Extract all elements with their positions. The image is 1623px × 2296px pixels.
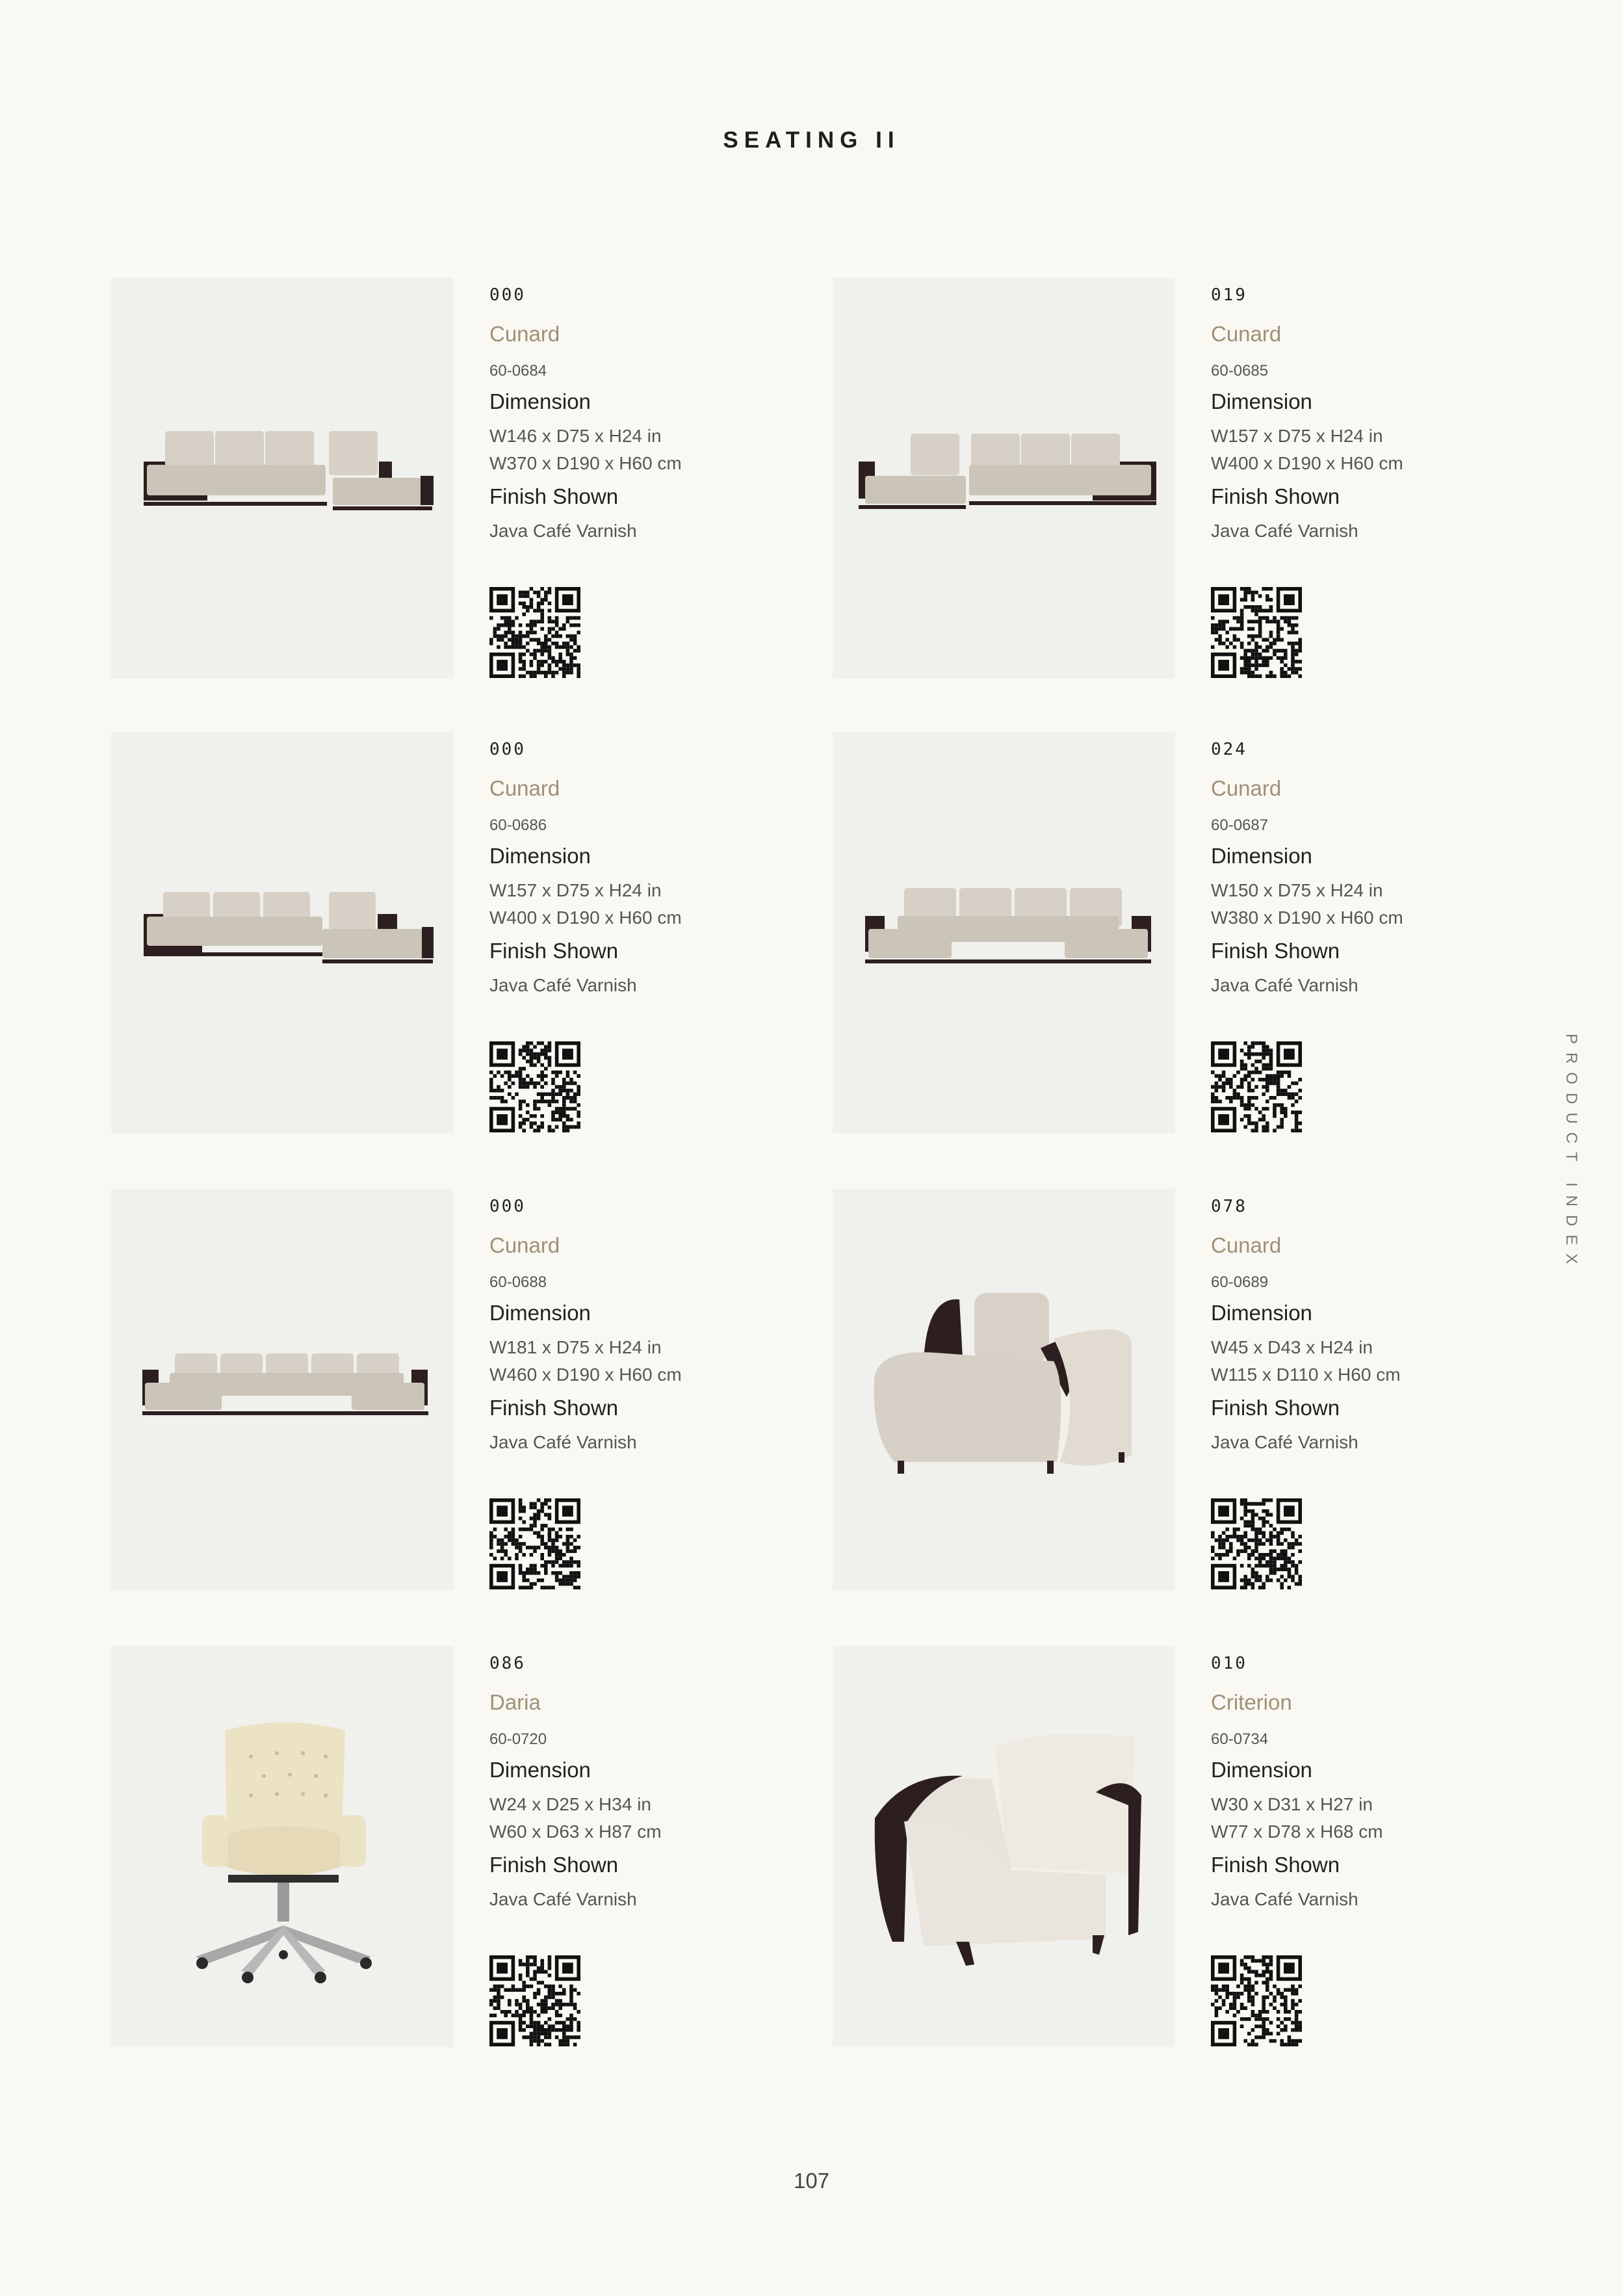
product-sku: 60-0686 — [489, 816, 547, 834]
sofa-base — [865, 959, 1151, 963]
qr-code-icon[interactable] — [489, 1041, 580, 1132]
product-card[interactable] — [111, 278, 826, 681]
finish-value: Java Café Varnish — [489, 1889, 637, 1909]
dimension-inches: W45 x D43 x H24 in — [1211, 1337, 1373, 1357]
dimension-inches: W181 x D75 x H24 in — [489, 1337, 662, 1357]
sofa-base — [322, 959, 433, 963]
sofa-base — [859, 505, 966, 509]
qr-code-icon[interactable] — [489, 587, 580, 678]
product-code: 010 — [1211, 1654, 1247, 1673]
sofa-base — [144, 952, 322, 956]
qr-code-icon[interactable] — [1211, 1041, 1302, 1132]
qr-code-icon[interactable] — [1211, 1955, 1302, 2046]
u-shaped-sofa-image — [833, 732, 1175, 1133]
product-card[interactable] — [833, 278, 1548, 681]
sofa-chaise — [333, 478, 432, 505]
finish-label: Finish Shown — [1211, 1396, 1340, 1420]
sectional-sofa-right-chaise-image — [111, 732, 454, 1133]
product-code: 000 — [489, 285, 526, 305]
chair-side-panel — [1054, 1329, 1132, 1465]
dimension-cm: W115 x D110 x H60 cm — [1211, 1364, 1401, 1385]
product-sku: 60-0734 — [1211, 1730, 1269, 1748]
chair-leg — [1119, 1452, 1124, 1463]
side-label: PRODUCT INDEX — [1563, 1034, 1580, 1273]
dimension-cm: W77 x D78 x H68 cm — [1211, 1821, 1383, 1842]
tufted-office-chair-image — [111, 1646, 454, 2047]
product-photo — [833, 1189, 1175, 1590]
finish-value: Java Café Varnish — [489, 1432, 637, 1452]
product-card[interactable] — [111, 732, 826, 1135]
dimension-cm: W400 x D190 x H60 cm — [1211, 453, 1403, 473]
finish-value: Java Café Varnish — [1211, 975, 1358, 995]
product-sku: 60-0689 — [1211, 1273, 1269, 1291]
product-code: 000 — [489, 1197, 526, 1216]
finish-label: Finish Shown — [1211, 939, 1340, 963]
finish-label: Finish Shown — [489, 1396, 619, 1420]
product-sku: 60-0687 — [1211, 816, 1269, 834]
dimension-cm: W370 x D190 x H60 cm — [489, 453, 682, 473]
sofa-seat — [969, 465, 1151, 495]
chair-back — [995, 1734, 1135, 1873]
chair-leg — [1093, 1935, 1104, 1955]
finish-label: Finish Shown — [489, 939, 619, 963]
chair-mechanism — [228, 1875, 339, 1883]
dimension-label: Dimension — [1211, 1301, 1312, 1325]
sofa-seat — [147, 465, 326, 495]
chair-seat — [209, 1826, 358, 1875]
dimension-inches: W146 x D75 x H24 in — [489, 426, 662, 446]
finish-label: Finish Shown — [489, 1853, 619, 1877]
lounge-armchair-image — [833, 1189, 1175, 1590]
product-name[interactable]: Cunard — [1211, 322, 1282, 346]
product-name[interactable]: Cunard — [1211, 776, 1282, 800]
dimension-cm: W400 x D190 x H60 cm — [489, 907, 682, 928]
product-code: 086 — [489, 1654, 526, 1673]
product-sku: 60-0685 — [1211, 362, 1269, 380]
chair-leg — [898, 1461, 904, 1474]
finish-label: Finish Shown — [1211, 484, 1340, 508]
dimension-label: Dimension — [1211, 389, 1312, 413]
qr-code-icon[interactable] — [489, 1498, 580, 1589]
chair-arm-pad — [340, 1815, 366, 1867]
chair-gas-lift — [278, 1883, 289, 1922]
sofa-back-cushion — [911, 434, 959, 475]
finish-value: Java Café Varnish — [1211, 521, 1358, 541]
finish-value: Java Café Varnish — [1211, 1432, 1358, 1452]
product-name[interactable]: Cunard — [489, 322, 560, 346]
sofa-arm — [422, 927, 434, 958]
product-photo — [111, 278, 454, 679]
long-u-shaped-sofa-image — [111, 1189, 454, 1590]
product-code: 019 — [1211, 285, 1247, 305]
sofa-chaise — [865, 476, 966, 504]
sofa-base — [969, 501, 1156, 505]
product-card[interactable] — [833, 1646, 1548, 2049]
product-sku: 60-0684 — [489, 362, 547, 380]
sofa-chaise — [322, 929, 433, 958]
product-card[interactable] — [111, 1646, 826, 2049]
chair-back-cushion — [974, 1293, 1049, 1361]
product-sku: 60-0688 — [489, 1273, 547, 1291]
product-name[interactable]: Cunard — [489, 776, 560, 800]
chair-leg — [956, 1942, 974, 1966]
dimension-label: Dimension — [489, 1301, 591, 1325]
sofa-chaise — [352, 1383, 424, 1410]
dimension-inches: W157 x D75 x H24 in — [1211, 426, 1383, 446]
club-armchair-image — [833, 1646, 1175, 2047]
chair-tufted-back — [225, 1723, 345, 1840]
product-name[interactable]: Criterion — [1211, 1690, 1292, 1714]
dimension-cm: W380 x D190 x H60 cm — [1211, 907, 1403, 928]
sofa-base — [333, 506, 432, 510]
dimension-inches: W30 x D31 x H27 in — [1211, 1794, 1373, 1814]
product-photo — [111, 732, 454, 1133]
finish-label: Finish Shown — [1211, 1853, 1340, 1877]
product-photo — [833, 1646, 1175, 2047]
sofa-arm — [421, 476, 434, 505]
qr-code-icon[interactable] — [489, 1955, 580, 2046]
dimension-inches: W150 x D75 x H24 in — [1211, 880, 1383, 900]
sofa-chaise — [1065, 929, 1148, 958]
chair-body — [874, 1352, 1061, 1462]
dimension-label: Dimension — [1211, 1758, 1312, 1782]
sectional-sofa-left-chaise-image — [833, 278, 1175, 679]
product-code: 078 — [1211, 1197, 1247, 1216]
product-photo — [833, 732, 1175, 1133]
sofa-seat — [147, 917, 322, 946]
product-card[interactable] — [833, 732, 1548, 1135]
finish-value: Java Café Varnish — [1211, 1889, 1358, 1909]
product-card[interactable] — [111, 1189, 826, 1592]
qr-code-icon[interactable] — [1211, 1498, 1302, 1589]
dimension-label: Dimension — [489, 844, 591, 868]
sofa-base — [144, 502, 327, 506]
chair-arm-pad — [202, 1815, 228, 1867]
finish-label: Finish Shown — [489, 484, 619, 508]
page-title: SEATING II — [723, 127, 900, 153]
chair-wood-arm — [924, 1299, 963, 1361]
finish-value: Java Café Varnish — [489, 975, 637, 995]
qr-code-icon[interactable] — [1211, 587, 1302, 678]
sofa-back-cushion — [329, 892, 376, 930]
product-code: 024 — [1211, 740, 1247, 759]
chair-star-base — [241, 1925, 326, 1974]
dimension-cm: W460 x D190 x H60 cm — [489, 1364, 682, 1385]
dimension-label: Dimension — [489, 389, 591, 413]
product-sku: 60-0720 — [489, 1730, 547, 1748]
sofa-base — [142, 1411, 428, 1415]
product-code: 000 — [489, 740, 526, 759]
finish-value: Java Café Varnish — [489, 521, 637, 541]
dimension-inches: W157 x D75 x H24 in — [489, 880, 662, 900]
dimension-label: Dimension — [1211, 844, 1312, 868]
sofa-back-cushion — [329, 431, 378, 475]
dimension-cm: W60 x D63 x H87 cm — [489, 1821, 662, 1842]
sofa-chaise — [145, 1383, 222, 1410]
sofa-chaise — [868, 929, 952, 958]
product-photo — [111, 1189, 454, 1590]
product-photo — [111, 1646, 454, 2047]
page-number: 107 — [793, 2169, 830, 2193]
sectional-sofa-right-chaise-image — [111, 278, 454, 679]
product-name[interactable]: Cunard — [489, 1233, 560, 1257]
chair-leg — [1047, 1461, 1054, 1474]
product-photo — [833, 278, 1175, 679]
dimension-inches: W24 x D25 x H34 in — [489, 1794, 651, 1814]
dimension-label: Dimension — [489, 1758, 591, 1782]
product-name[interactable]: Daria — [489, 1690, 541, 1714]
product-card[interactable] — [833, 1189, 1548, 1592]
product-name[interactable]: Cunard — [1211, 1233, 1282, 1257]
